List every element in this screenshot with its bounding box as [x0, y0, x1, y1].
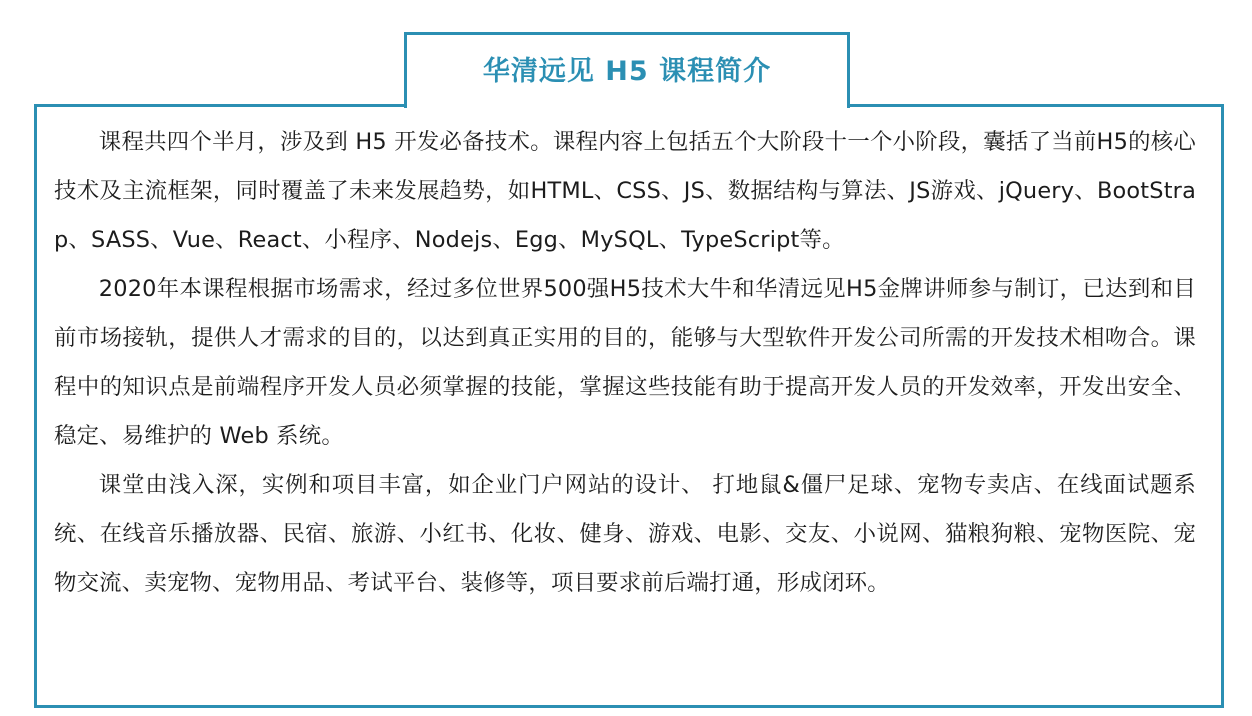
paragraph-list	[54, 118, 1196, 608]
content-box	[34, 104, 1224, 708]
paragraph-projects: 课堂由浅入深，实例和项目丰富，如企业门户网站的设计、 打地鼠&僵尸足球、宠物专卖店、在线面试题系统、在线音乐播放器、民宿、旅游、小红书、化妆、健身、游戏、电影、交友、小说网、猫粮狗粮、宠物医院、宠物交流、卖宠物、宠物用品、考试平台、装修等，项目要求前后端打通，形成闭环。	[54, 472, 1196, 596]
paragraph-market-alignment: 2020年本课程根据市场需求，经过多位世界500强H5技术大牛和华清远见H5金牌讲师参与制订，已达到和目前市场接轨，提供人才需求的目的，以达到真正实用的目的，能够与大型软件开发公司所需的开发技术相吻合。课程中的知识点是前端程序开发人员必须掌握的技能，掌握这些技能有助于提高开发人员的开发效率，开发出安全、稳定、易维护的 Web 系统。	[54, 276, 1196, 449]
paragraph-course-overview: 课程共四个半月，涉及到 H5 开发必备技术。课程内容上包括五个大阶段十一个小阶段，囊括了当前H5的核心技术及主流框架，同时覆盖了未来发展趋势，如HTML、CSS、JS、数据结构与算法、JS游戏、jQuery、BootStrap、SASS、Vue、React、小程序、Nodejs、Egg、MySQL、TypeScript等。	[54, 129, 1196, 253]
title-tab	[404, 32, 850, 108]
page-title: 华清远见 H5 课程简介	[482, 56, 772, 87]
